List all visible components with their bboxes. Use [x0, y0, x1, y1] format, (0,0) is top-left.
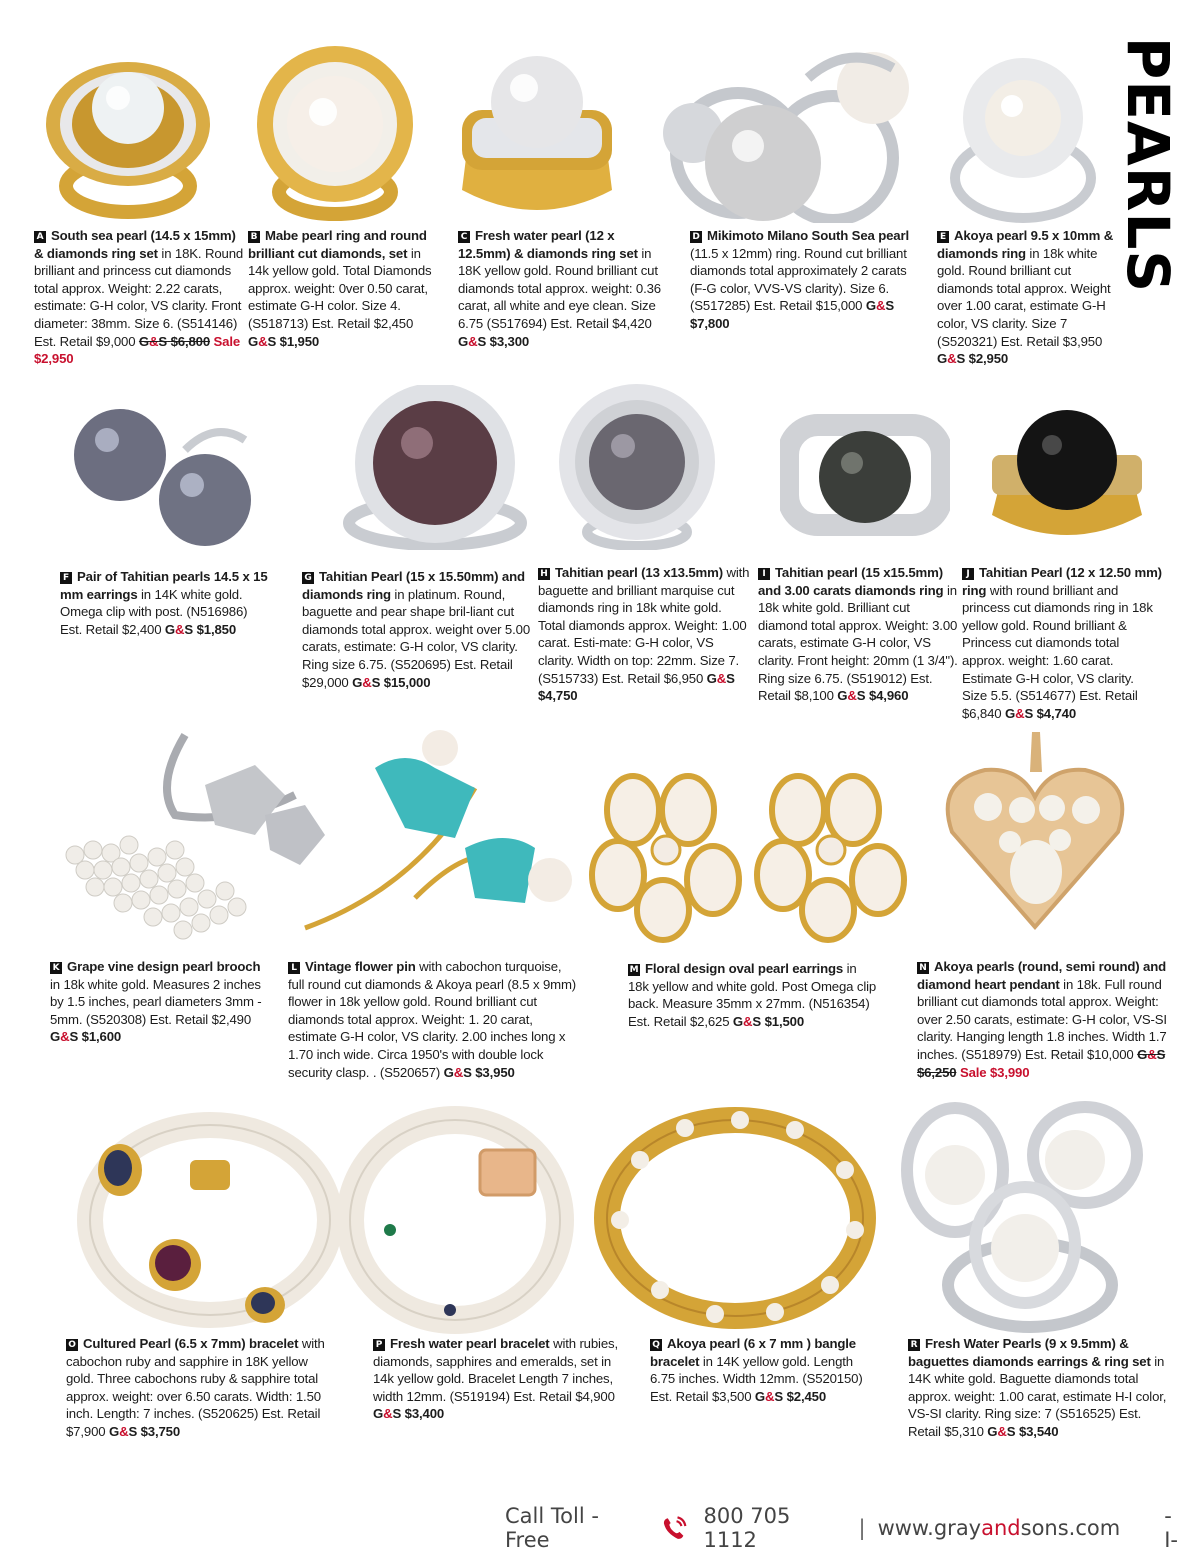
item-title: Fresh water pearl (12 x 12.5mm) & diamonds ring set [458, 228, 638, 261]
product-image-d[interactable] [648, 38, 920, 223]
description-i [758, 564, 958, 705]
product-image-o[interactable] [60, 1100, 345, 1330]
item-title: Cultured Pearl (6.5 x 7mm) bracelet [83, 1336, 299, 1351]
description-n [917, 958, 1172, 1081]
product-image-l[interactable] [295, 728, 580, 938]
description-d [690, 227, 915, 333]
gs-price: G&S $4,740 [1004, 705, 1077, 721]
item-details: in platinum. Round, baguette and pear shape bril-liant cut diamonds total approx. weight over 5.00 carats, estimate: G-H color, VS clarity. Ring size 6.75. (S520695) Est. Retail $29,000 [302, 586, 531, 690]
description-p [373, 1335, 623, 1423]
item-title: Mikimoto Milano South Sea pearl [707, 228, 909, 243]
phone-icon [660, 1513, 689, 1543]
description-l [288, 958, 578, 1081]
item-details: in 18k white gold. Round brilliant cut diamonds total approx. Weight over 1.00 carat, estimate G-H color, VS clarity. Size 7 (S520321) Est. Retail $3,950 [937, 245, 1111, 349]
section-title: PEARLS [1114, 36, 1183, 294]
item-letter-badge: K [50, 962, 62, 974]
item-title: Fresh water pearl bracelet [390, 1336, 550, 1351]
item-details: with cabochon turquoise, full round cut diamonds & Akoya pearl (8.5 x 9mm) flower in 18k yellow gold. Round brilliant cut diamonds total approx. Weight: 1. 20 carat, estimate G-H color, VS clarity. 2.00 inches long x 1.70 inch wide. Circa 1950's with double lock security clasp. . (S520657) [288, 959, 577, 1080]
gs-price: G&S $1,950 [248, 333, 320, 349]
gs-price: G&S $3,300 [458, 333, 530, 349]
description-f [60, 568, 270, 638]
footer-separator: | [858, 1516, 866, 1540]
gs-price: G&S $3,540 [987, 1423, 1059, 1439]
item-letter-badge: O [66, 1339, 78, 1351]
item-letter-badge: N [917, 962, 929, 974]
description-k [50, 958, 265, 1046]
item-letter-badge: R [908, 1339, 920, 1351]
item-letter-badge: A [34, 231, 46, 243]
item-title: South sea pearl (14.5 x 15mm) & diamonds ring set [34, 228, 236, 261]
item-letter-badge: L [288, 962, 300, 974]
item-letter-badge: M [629, 965, 639, 975]
item-letter-badge: Q [650, 1339, 662, 1351]
item-details: in 18k. Full round brilliant cut diamonds total approx. Weight: over 2.50 carats, estimate: G-H color, VS-SI clarity. Hanging length 1.8 inches. Width 1.7 inches. (S518979) Est. Retail $10,000 [917, 976, 1167, 1062]
product-image-b[interactable] [245, 42, 425, 222]
item-title: Tahitian pearl (15 x15.5mm) and 3.00 carats diamonds ring [758, 565, 944, 598]
item-letter-badge: F [60, 572, 72, 584]
product-image-m[interactable] [578, 765, 923, 945]
item-title: Akoya pearl 9.5 x 10mm & diamonds ring [937, 228, 1114, 261]
sale-price: Sale $3,990 [959, 1064, 1030, 1080]
item-details: with round brilliant and princess cut diamonds ring in 18k yellow gold. Round brilliant & Princess cut diamonds total approx. weight: 1.60 carat. Estimate G-H color, VS clarity. Size 5.5. (S514677) Est. Retail $6,840 [962, 582, 1153, 721]
gs-original-price: G&S $6,800 [138, 333, 211, 349]
item-letter-badge: B [248, 231, 260, 243]
product-image-p[interactable] [330, 1100, 580, 1335]
item-details: in 18k white gold. Measures 2 inches by 1.5 inches, pearl diameters 3mm - 5mm. (S520308) Est. Retail $2,490 [50, 976, 262, 1027]
gs-price: G&S $1,850 [164, 621, 237, 637]
page-number: -I- [1164, 1504, 1178, 1552]
description-e [937, 227, 1122, 368]
product-image-q[interactable] [590, 1100, 880, 1330]
item-details: (11.5 x 12mm) ring. Round cut brilliant diamonds total approximately 2 carats (F-G color, VVS-VS clarity). Size 6. (S517285) Est. Retail $15,000 [690, 245, 907, 314]
item-details: in 14K yellow gold. Length 6.75 inches. Width 12mm. (S520150) Est. Retail $3,500 [650, 1353, 863, 1404]
product-image-h[interactable] [555, 372, 720, 550]
item-details: in 18k white gold. Brilliant cut diamond total approx. Weight: 3.00 carats, estimate G-H color, VS clarity. Front height: 20mm (1 3/4"). Ring size 6.75. (S519012) Est. Retail $8,100 [758, 582, 958, 704]
item-letter-badge: E [937, 231, 949, 243]
item-title: Vintage flower pin [305, 959, 416, 974]
footer [505, 1504, 1185, 1552]
sale-price: Sale $2,950 [34, 333, 241, 367]
item-letter-badge: J [962, 568, 974, 580]
product-image-g[interactable] [335, 385, 535, 550]
item-title: Akoya pearl (6 x 7 mm ) bangle bracelet [650, 1336, 856, 1369]
item-details: in 14K white gold. Baguette diamonds total approx. weight: 1.00 carat, estimate H-I color, VS-SI clarity. Ring size: 7 (S516525) Est. Retail $5,310 [908, 1353, 1167, 1439]
gs-price: G&S $3,950 [443, 1064, 515, 1080]
product-image-n[interactable] [940, 722, 1130, 937]
description-b [248, 227, 438, 350]
item-letter-badge: G [302, 572, 314, 584]
item-title: Pair of Tahitian pearls 14.5 x 15 mm earrings [60, 569, 268, 602]
product-image-i[interactable] [780, 405, 950, 550]
product-image-a[interactable] [38, 36, 218, 221]
call-label: Call Toll - Free [505, 1504, 599, 1552]
gs-price: G&S $3,750 [108, 1423, 181, 1439]
item-details: in 18K yellow gold. Round brilliant cut diamonds total approx. weight: 0.36 carat, all white and eye clean. Size 6.75 (S517694) Est. Retail $4,420 [458, 245, 661, 331]
description-c [458, 227, 663, 350]
item-title: Grape vine design pearl brooch [67, 959, 261, 974]
item-title: Fresh Water Pearls (9 x 9.5mm) & baguettes diamonds earrings & ring set [908, 1336, 1151, 1369]
product-image-c[interactable] [442, 40, 632, 225]
product-image-r[interactable] [895, 1100, 1175, 1335]
gs-price: G&S $2,450 [754, 1388, 827, 1404]
description-m [628, 960, 878, 1030]
item-title: Tahitian Pearl (12 x 12.50 mm) ring [962, 565, 1162, 598]
description-r [908, 1335, 1173, 1441]
gs-price: G&S $3,400 [373, 1406, 445, 1422]
item-details: in 14k yellow gold. Total Diamonds approx. weight: 0ver 0.50 carat, estimate G-H color. Size 4. (S518713) Est. Retail $2,450 [248, 245, 432, 331]
item-title: Akoya pearls (round, semi round) and diamond heart pendant [917, 959, 1167, 992]
gs-price: G&S $1,600 [50, 1029, 122, 1045]
gs-price: G&S $15,000 [352, 674, 431, 690]
item-details: in 14K white gold. Omega clip with post. (N516986) Est. Retail $2,400 [60, 586, 248, 637]
gs-price: G&S $7,800 [690, 298, 894, 331]
description-j [962, 564, 1162, 722]
gs-price: G&S $1,500 [732, 1013, 805, 1029]
item-title: Tahitian pearl (13 x13.5mm) [555, 565, 723, 580]
item-letter-badge: H [538, 568, 550, 580]
description-o [66, 1335, 338, 1441]
description-g [302, 568, 530, 691]
gs-original-price: G&S $6,250 [917, 1046, 1166, 1080]
item-title: Tahitian Pearl (15 x 15.50mm) and diamonds ring [302, 569, 525, 602]
description-q [650, 1335, 872, 1405]
item-details: with baguette and brilliant marquise cut diamonds ring in 18k white gold. Total diamonds approx. Weight: 1.00 carat. Esti-mate: G-H color, VS clarity. Width on top: 22mm. Size 7. (S515733) Est. Retail $6,950 [538, 565, 750, 686]
website-link[interactable]: www.grayandsons.com [877, 1516, 1121, 1540]
product-image-f[interactable] [55, 400, 265, 550]
gs-price: G&S $4,750 [538, 670, 735, 704]
item-details: with cabochon ruby and sapphire in 18K yellow gold. Three cabochons ruby & sapphire total approx. weight: over 6.50 carats. Width: 1.50 inch. Length: 7 inches. (S520625) Est. Retail $7,900 [66, 1336, 325, 1439]
description-h [538, 564, 750, 705]
item-letter-badge: I [758, 568, 770, 580]
item-letter-badge: C [458, 231, 470, 243]
item-letter-badge: P [373, 1339, 385, 1351]
item-title: Floral design oval pearl earrings [645, 961, 844, 976]
item-details: with rubies, diamonds, sapphires and emeralds, set in 14k yellow gold. Bracelet Length 7 inches, width 12mm. (S519194) Est. Retail $4,900 [373, 1336, 618, 1404]
product-image-j[interactable] [982, 405, 1152, 545]
item-title: Mabe pearl ring and round brilliant cut diamonds, set [248, 228, 427, 261]
product-image-e[interactable] [938, 48, 1108, 223]
description-a [34, 227, 244, 368]
phone-number[interactable]: 800 705 1112 [703, 1504, 791, 1552]
item-details: in 18k yellow and white gold. Post Omega clip back. Measure 35mm x 27mm. (N516354) Est. Retail $2,625 [628, 961, 877, 1029]
gs-price: G&S $2,950 [937, 351, 1009, 367]
item-letter-badge: D [690, 231, 702, 243]
gs-price: G&S $4,960 [837, 688, 909, 704]
item-details: in 18K. Round brilliant and princess cut diamonds total approx. Weight: 2.22 carats, estimate: G-H color, VS clarity. Front diameter: 38mm. Size 6. (S514146) Est. Retail $9,000 [34, 245, 244, 349]
